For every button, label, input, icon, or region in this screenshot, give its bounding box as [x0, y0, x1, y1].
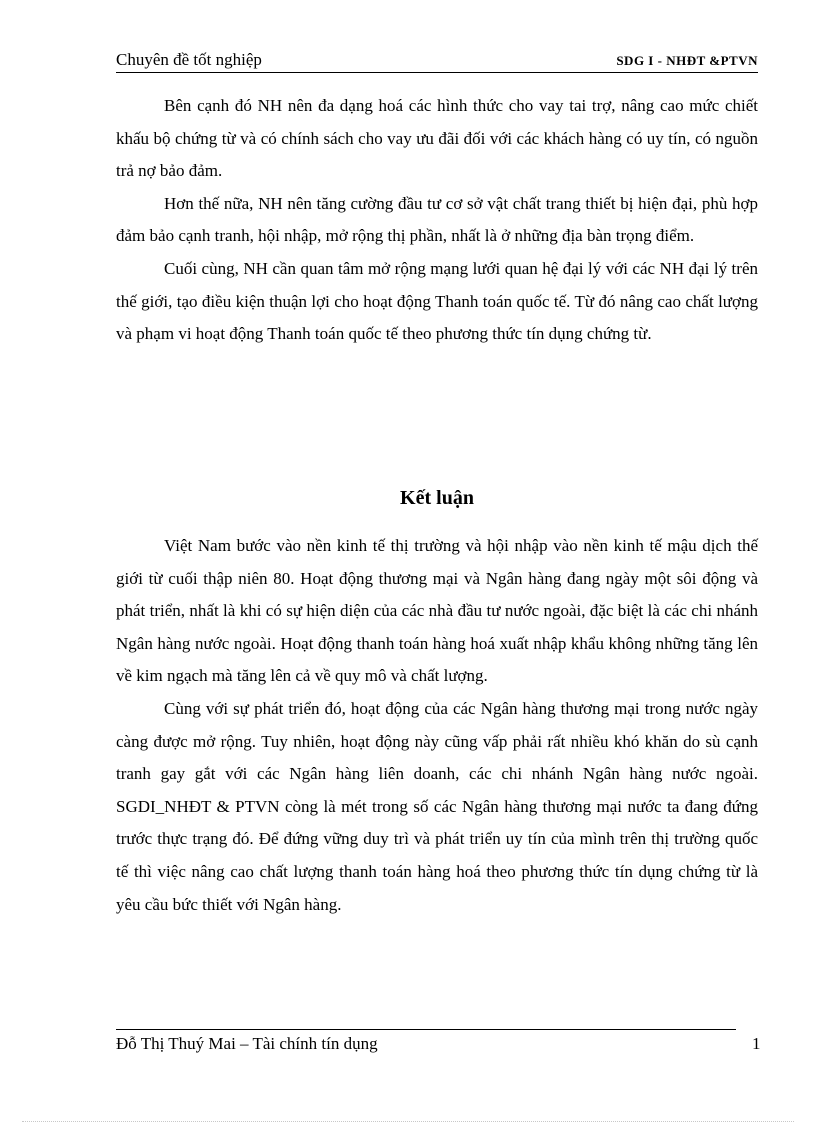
header-organization: SDG I - NHĐT &PTVN: [616, 53, 758, 68]
body-paragraph: Cùng với sự phát triển đó, hoạt động của các Ngân hàng thương mại trong nước ngày càng được mở rộng. Tuy nhiên, hoạt động này cũng vấp phải rất nhiều khó khăn do sù cạnh tranh gay gắt với các Ngân hàng liên doanh, các chi nhánh Ngân hàng nước ngoài. SGDI_NHĐT & PTVN còng là mét trong số các Ngân hàng thương mại nước ta đang đứng trước thực trạng đó. Để đứng vững duy trì và phát triển uy tín của mình trên thị trường quốc tế thì việc nâng cao chất lượng thanh toán hàng hoá theo phương thức tín dụng chứng từ là yêu cầu bức thiết với Ngân hàng.: [116, 698, 758, 914]
body-paragraph: Hơn thế nữa, NH nên tăng cường đầu tư cơ sở vật chất trang thiết bị hiện đại, phù hợp đảm bảo cạnh tranh, hội nhập, mở rộng thị phần, nhất là ở những địa bàn trọng điểm.: [116, 193, 758, 246]
recommendations-section: [116, 90, 758, 351]
page-number: 1: [752, 1034, 761, 1053]
footer-divider: [116, 1029, 736, 1030]
body-paragraph: Cuối cùng, NH cần quan tâm mở rộng mạng lưới quan hệ đại lý với các NH đại lý trên thế giới, tạo điều kiện thuận lợi cho hoạt động Thanh toán quốc tế. Từ đó nâng cao chất lượng và phạm vi hoạt động Thanh toán quốc tế theo phương thức tín dụng chứng từ.: [116, 258, 758, 344]
footer-author: Đỗ Thị Thuý Mai – Tài chính tín dụng: [116, 1034, 378, 1053]
body-paragraph: Bên cạnh đó NH nên đa dạng hoá các hình thức cho vay tai trợ, nâng cao mức chiết khấu bộ chứng từ và có chính sách cho vay ưu đãi đối với các khách hàng có uy tín, có nguồn trả nợ bảo đảm.: [116, 96, 758, 181]
body-paragraph: Việt Nam bước vào nền kinh tế thị trường và hội nhập vào nền kinh tế mậu dịch thế giới từ cuối thập niên 80. Hoạt động thương mại và Ngân hàng đang ngày một sôi động và phát triển, nhất là khi có sự hiện diện của các nhà đầu tư nước ngoài, đặc biệt là các chi nhánh Ngân hàng nước ngoài. Hoạt động thanh toán hàng hoá xuất nhập khẩu không những tăng lên về kim ngạch mà tăng lên cả về quy mô và chất lượng.: [116, 536, 758, 686]
header-title: Chuyên đề tốt nghiệp: [116, 50, 262, 69]
page-edge-divider: [22, 1121, 794, 1122]
section-heading: Kết luận: [400, 487, 474, 509]
conclusion-section: [116, 530, 758, 921]
page-header: [116, 48, 758, 73]
